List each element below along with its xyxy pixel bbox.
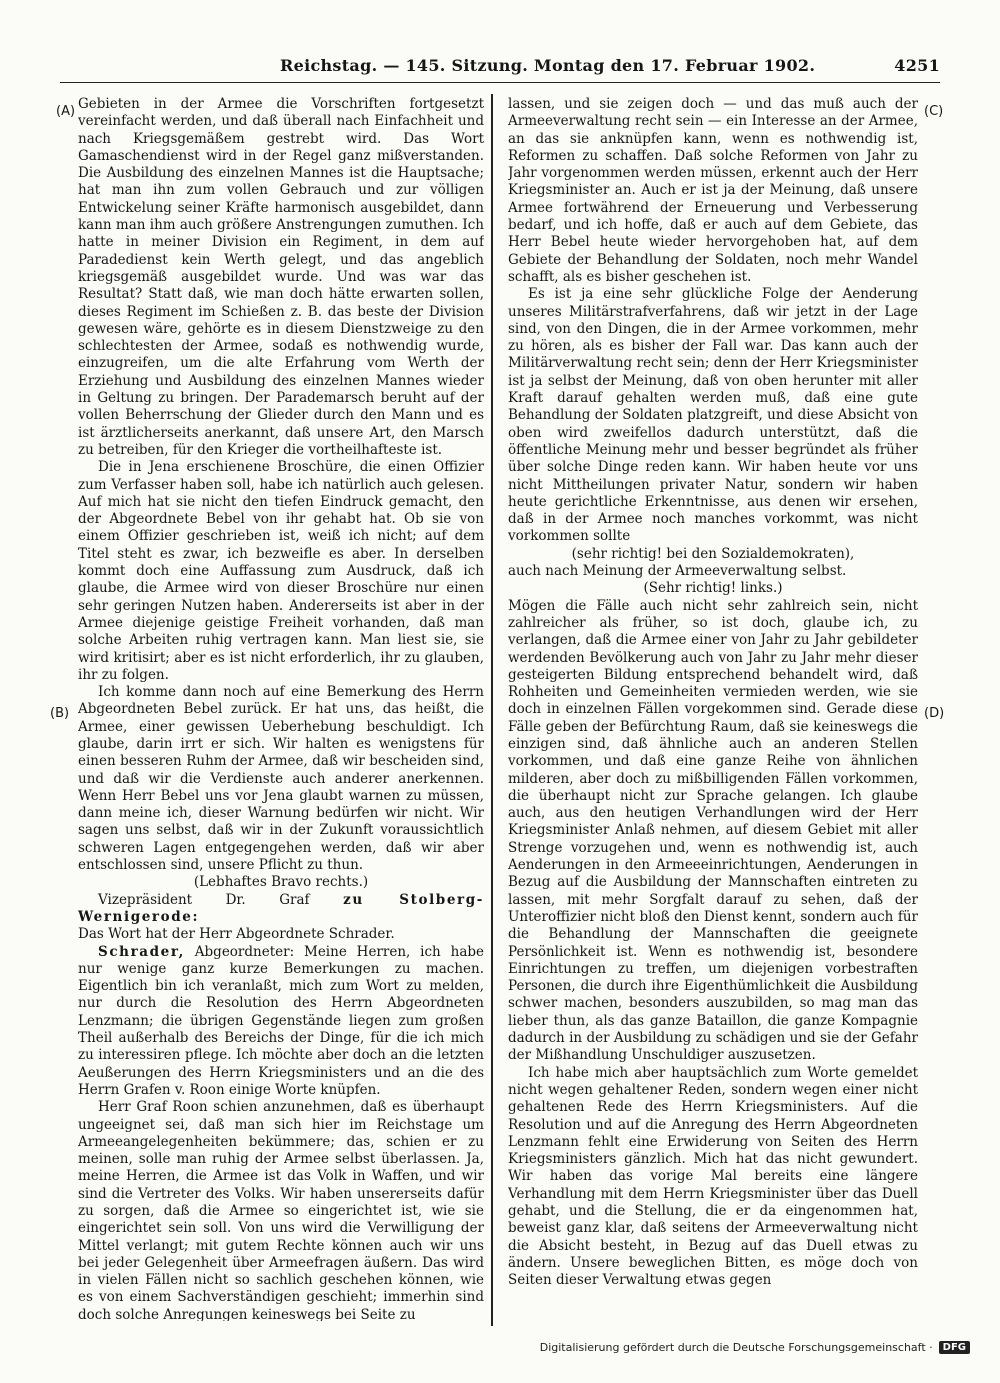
speaker-name: Schrader, (98, 943, 185, 960)
right-column (508, 96, 918, 1321)
left-paragraph-5: Herr Graf Roon schien anzunehmen, daß es überhaupt ungeeignet sei, daß man sich hier im Reichstage um Armeeangelegenheiten bekümmere; das, schien er zu meinen, solle man ruhig der Armee selbst überlassen. Ja, meine Herren, die Armee ist das Volk in Waffen, und wir sind die Vertreter des Volks. Wir haben unsererseits dafür zu sorgen, daß die Armee so eingerichtet ist, wie sie eingerichtet sein soll. Von uns wird die Verwilligung der Mittel verlangt; mit gutem Rechte können auch wir uns bei jeder Gelegenheit über Armeefragen äußern. Das wird in vielen Fällen nicht so sachlich geschehen können, wie es von einem Sachverständigen geschieht; immerhin sind doch solche Anregungen keineswegs bei Seite zu (78, 1099, 484, 1321)
vice-president-name: zu Stolberg-Wernigerode: (78, 891, 484, 925)
margin-letter-d: (D) (924, 706, 945, 721)
vice-president-line (78, 892, 484, 927)
footer-text: Digitalisierung gefördert durch die Deutsche Forschungsgemeinschaft · (539, 1341, 933, 1354)
left-paragraph-3: Ich komme dann noch auf eine Bemerkung des Herrn Abgeordneten Bebel zurück. Er hat uns, das heißt, die Armee, einer gewissen Ueberhebung beschuldigt. Ich glaube, darin irrt er sich. Wir halten es wenigstens für einen besseren Ruhm der Armee, daß wir bescheiden sind, und daß wir die Verdienste auch anderer anerkennen. Wenn Herr Bebel uns vor Jena glaubt warnen zu müssen, dann meine ich, dieser Warnung bedürfen wir nicht. Wir sagen uns selbst, daß wir in der Zukunft voraussichtlich schweren Lagen entgegengehen werden, daß wir aber entschlossen sind, unsere Pflicht zu thun. (78, 684, 484, 874)
page-number: 4251 (894, 56, 940, 75)
left-paragraph-2: Die in Jena erschienene Broschüre, die einen Offizier zum Verfasser haben soll, habe ich natürlich auch gelesen. Auf mich hat sie nicht den tiefen Eindruck gemacht, den der Abgeordnete Bebel von ihr gehabt hat. Ob sie von einem Offizier geschrieben ist, weiß ich nicht; auf dem Titel steht es zwar, ich bezweifle es aber. In derselben kommt doch eine Auffassung zum Ausdruck, daß ich glaube, die Armee wird von dieser Broschüre nur einen sehr geringen Nutzen haben. Andererseits ist aber in der Armee diejenige geistige Freiheit vorhanden, daß man solche Arbeiten ruhig vertragen kann. Man liest sie, sie wird kritisirt; aber es ist nicht erforderlich, ihr zu glauben, ihr zu folgen. (78, 459, 484, 683)
left-paragraph-1: Gebieten in der Armee die Vorschriften fortgesetzt vereinfacht werden, und daß überall nach Einfachheit und nach Kriegsgemäßem gestrebt wird. Das Wort Gamaschendienst wird in der Regel ganz mißverstanden. Die Ausbildung des einzelnen Mannes ist die Hauptsache; hat man ihn zum vollen Gebrauch und zur völligen Entwickelung seiner Kräfte harmonisch ausgebildet, dann kann man ihm auch größere Anstrengungen zumuthen. Ich hatte in meiner Division ein Regiment, in dem auf Paradedienst kein Werth gelegt, und das angeblich kriegsgemäß ausgebildet wurde. Und was war das Resultat? Statt daß, wie man doch hätte erwarten sollen, dieses Regiment im Schießen z. B. das beste der Division gewesen wäre, gehörte es in diesem Dienstzweige zu den schlechtesten der Armee, sodaß es nothwendig wurde, einzugreifen, um die alte Erfahrung vom Werth der Erziehung und Ausbildung des einzelnen Mannes wieder in Geltung zu bringen. Der Parademarsch beruht auf der vollen Beherrschung der Glieder durch den Mann und es ist ärztlicherseits anerkannt, daß unsere Art, den Marsch zu betreiben, für den Krieger die vortheilhafteste ist. (78, 96, 484, 458)
column-divider (491, 94, 493, 1326)
interjection-left: (Sehr richtig! links.) (643, 580, 783, 597)
page-header (60, 52, 940, 83)
header-title: Reichstag. — 145. Sitzung. Montag den 17. Februar 1902. (280, 56, 816, 75)
dfg-logo: DFG (939, 1341, 970, 1354)
speaker-text: Abgeordneter: Meine Herren, ich habe nur wenige ganz kurze Bemerkungen zu machen. Eigentlich bin ich veranlaßt, mich zum Wort zu melden, nur durch die Resolution des Herrn Abgeordneten Lenzmann; die übrigen Gegenstände liegen zum großen Theil außerhalb des Bereichs der Dinge, für die ich mich zu interessiren pflege. Ich möchte aber doch an die letzten Aeußerungen des Herrn Kriegsministers und an die des Herrn Grafen v. Roon einige Worte knüpfen. (78, 943, 484, 1098)
interjection-social-democrats: (sehr richtig! bei den Sozialdemokraten), (571, 545, 855, 562)
right-paragraph-1: lassen, und sie zeigen doch — und das muß auch der Armeeverwaltung recht sein — ein Interesse an der Armee, an das sie anknüpfen kann, wenn es nothwendig ist, Reformen zu schaffen. Daß solche Reformen von Jahr zu Jahr vorgenommen werden müssen, erkennt auch der Herr Kriegsminister an. Auch er ist ja der Meinung, daß unsere Armee fortwährend der Erneuerung und Verbesserung bedarf, und ich hoffe, daß er auch auf dem Gebiete, das Herr Bebel heute wieder hervorgehoben hat, auf dem Gebiete der Behandlung der Soldaten, noch mehr Wandel schafft, als es bisher geschehen ist. (508, 96, 918, 285)
right-paragraph-2: Es ist ja eine sehr glückliche Folge der Aenderung unseres Militärstrafverfahrens, daß wir jetzt in der Lage sind, von den Dingen, die in der Armee vorkommen, mehr zu hören, als es bisher der Fall war. Das kann auch der Militärverwaltung recht sein; denn der Herr Kriegsminister ist ja selbst der Meinung, daß von oben herunter mit aller Kraft darauf gehalten werden muß, daß eine gute Behandlung der Soldaten platzgreift, und diese Absicht von oben wird zweifellos dadurch unterstützt, daß die öffentliche Meinung mehr und besser begründet als früher über solche Dinge reden kann. Wir haben heute vor uns nicht Mittheilungen privater Natur, sondern wir haben heute gerichtliche Erkenntnisse, aus denen wir ersehen, daß in der Armee noch manches vorkommt, was nicht vorkommen sollte (508, 286, 918, 545)
margin-letter-a: (A) (56, 104, 76, 119)
footer (540, 1341, 970, 1354)
right-paragraph-4: Ich habe mich aber hauptsächlich zum Worte gemeldet nicht wegen gehaltener Reden, sondern wegen einer nicht gehaltenen Rede des Herrn Kriegsministers. Auf die Resolution und auf die Anregung des Herrn Abgeordneten Lenzmann fehlt eine Erwiderung von Seiten des Herrn Kriegsministers gänzlich. Mich hat das nicht gewundert. Wir haben das vorige Mal bereits eine längere Verhandlung mit dem Herrn Kriegsminister über das Duell gehabt, und die Stellung, die er da eingenommen hat, beweist ganz klar, daß seitens der Armeeverwaltung nicht die Absicht besteht, in Bezug auf das Duell etwas zu ändern. Unsere beweglichen Bitten, es möge doch von Seiten dieser Verwaltung etwas gegen (508, 1064, 918, 1289)
vice-president-text: Das Wort hat der Herr Abgeordnete Schrader. (78, 926, 395, 943)
speaker-paragraph (78, 944, 484, 1100)
right-paragraph-3: Mögen die Fälle auch nicht sehr zahlreich sein, nicht zahlreicher als früher, so ist doch, glaube ich, zu verlangen, daß die Armee einer von Jahr zu Jahr gebildeter werdenden Bevölkerung auch von Jahr zu Jahr mehr dieser gesteigerten Bildung entsprechend behandelt wird, daß Rohheiten und Gemeinheiten vermieden werden, wie sie doch in einzelnen Fällen vorgekommen sind. Gerade diese Fälle geben der Befürchtung Raum, daß sie keineswegs die einzigen sind, daß ähnliche auch an anderen Stellen vorkommen, und daß eine ganze Reihe von ähnlichen milderen, aber doch zu mißbilligenden Fällen vorkommen, die überhaupt nicht zur Sprache gelangen. Ich glaube auch, aus den heutigen Verhandlungen wird der Herr Kriegsminister Anlaß nehmen, auf diesem Gebiet mit aller Strenge vorzugehen und, wenn es nothwendig ist, auch Aenderungen in den Armeeeinrichtungen, Aenderungen in Bezug auf die Ausbildung der Mannschaften eintreten zu lassen, mit mehr Sorgfalt darauf zu sehen, daß der Unteroffizier nicht bloß den Dienst kennt, sondern auch für die Behandlung der Mannschaften die geeignete Persönlichkeit ist. Wenn es nothwendig ist, besondere Einrichtungen zu treffen, um diejenigen vorbestraften Personen, die durch ihre Eigenthümlichkeit die Ausbildung schwer machen, besonders auszubilden, so mag man das lieber thun, als das ganze Bataillon, die ganze Kompagnie dadurch in der Ausbildung zu schädigen und sie der Gefahr der Mißhandlung Unschuldiger auszusetzen. (508, 597, 918, 1064)
left-column (78, 96, 484, 1321)
margin-letter-b: (B) (50, 706, 70, 721)
vice-president-label: Vizepräsident Dr. Graf (98, 891, 310, 908)
interjection-applause: (Lebhaftes Bravo rechts.) (193, 874, 369, 891)
right-paragraph-2b: auch nach Meinung der Armeeverwaltung selbst. (508, 563, 847, 580)
margin-letter-c: (C) (924, 104, 944, 119)
